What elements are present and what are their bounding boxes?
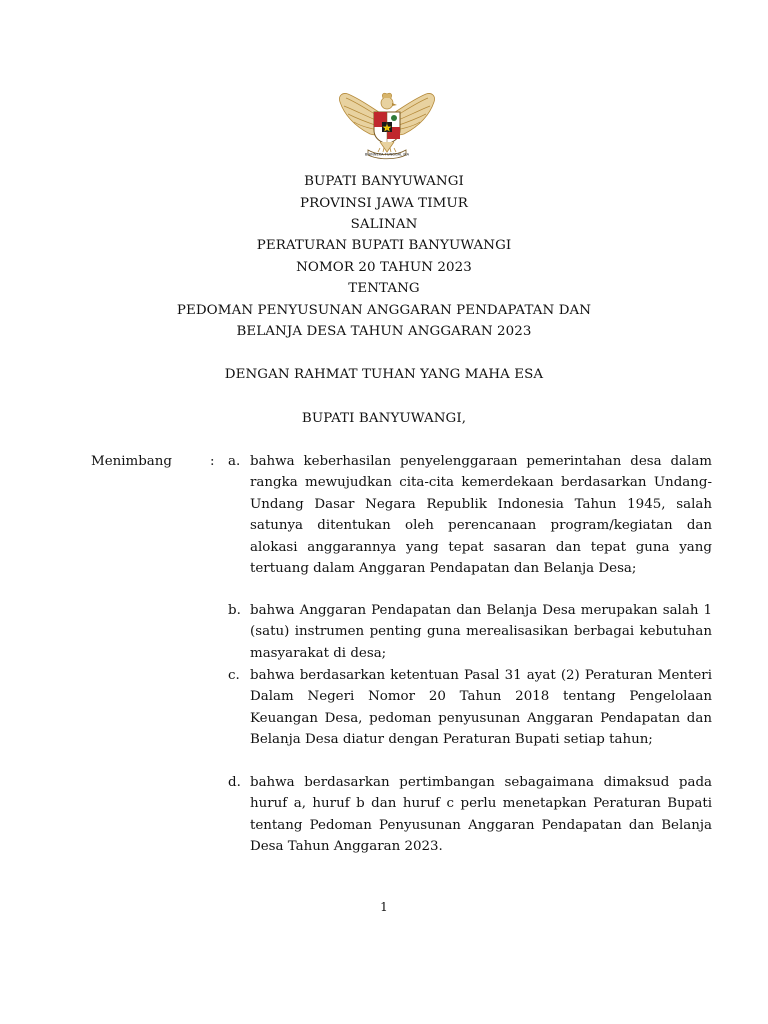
opening-phrase: DENGAN RAHMAT TUHAN YANG MAHA ESA (224, 367, 544, 382)
item-text: bahwa berdasarkan pertimbangan sebagaimana dimaksud pada huruf a, huruf b dan huruf c perlu menetapkan Peraturan Bupati tentang Pedoman Penyusunan Anggaran Pendapatan dan Belanja Desa Tahun Anggaran 2023. (250, 775, 712, 855)
title-regent: BUPATI BANYUWANGI (304, 174, 464, 189)
item-text: bahwa Anggaran Pendapatan dan Belanja Desa merupakan salah 1 (satu) instrumen penting guna merealisasikan berbagai kebutuhan masyarakat di desa; (250, 603, 712, 661)
title-subject-line-1: PEDOMAN PENYUSUNAN ANGGARAN PENDAPATAN DAN (176, 303, 592, 318)
title-number: NOMOR 20 TAHUN 2023 (296, 260, 472, 275)
item-letter: c. (228, 668, 240, 683)
menimbang-label: Menimbang (91, 454, 172, 469)
svg-text:BHINNEKA TUNGGAL IKA: BHINNEKA TUNGGAL IKA (364, 152, 410, 157)
title-regulation: PERATURAN BUPATI BANYUWANGI (256, 238, 512, 253)
regent-heading: BUPATI BANYUWANGI, (301, 411, 467, 426)
title-subject-line-2: BELANJA DESA TAHUN ANGGARAN 2023 (236, 324, 532, 339)
garuda-emblem-icon (334, 86, 440, 162)
menimbang-colon: : (210, 454, 215, 469)
item-text: bahwa keberhasilan penyelenggaraan pemerintahan desa dalam rangka mewujudkan cita-cita kemerdekaan berdasarkan Undang-Undang Dasar Negara Republik Indonesia Tahun 1945, salah satunya ditentukan oleh perencanaan program/kegiatan dan alokasi anggarannya yang tepat sasaran dan tepat guna yang tertuang dalam Anggaran Pendapatan dan Belanja Desa; (250, 454, 712, 577)
item-text: bahwa berdasarkan ketentuan Pasal 31 ayat (2) Peraturan Menteri Dalam Negeri Nomor 20 Tahun 2018 tentang Pengelolaan Keuangan Desa, pedoman penyusunan Anggaran Pendapatan dan Belanja Desa diatur dengan Peraturan Bupati setiap tahun; (250, 668, 712, 748)
item-letter: a. (228, 454, 241, 469)
item-letter: b. (228, 603, 241, 618)
title-province: PROVINSI JAWA TIMUR (300, 196, 468, 211)
item-letter: d. (228, 775, 241, 790)
title-tentang: TENTANG (348, 281, 420, 296)
page-number: 1 (380, 900, 388, 914)
title-salinan: SALINAN (350, 217, 418, 232)
